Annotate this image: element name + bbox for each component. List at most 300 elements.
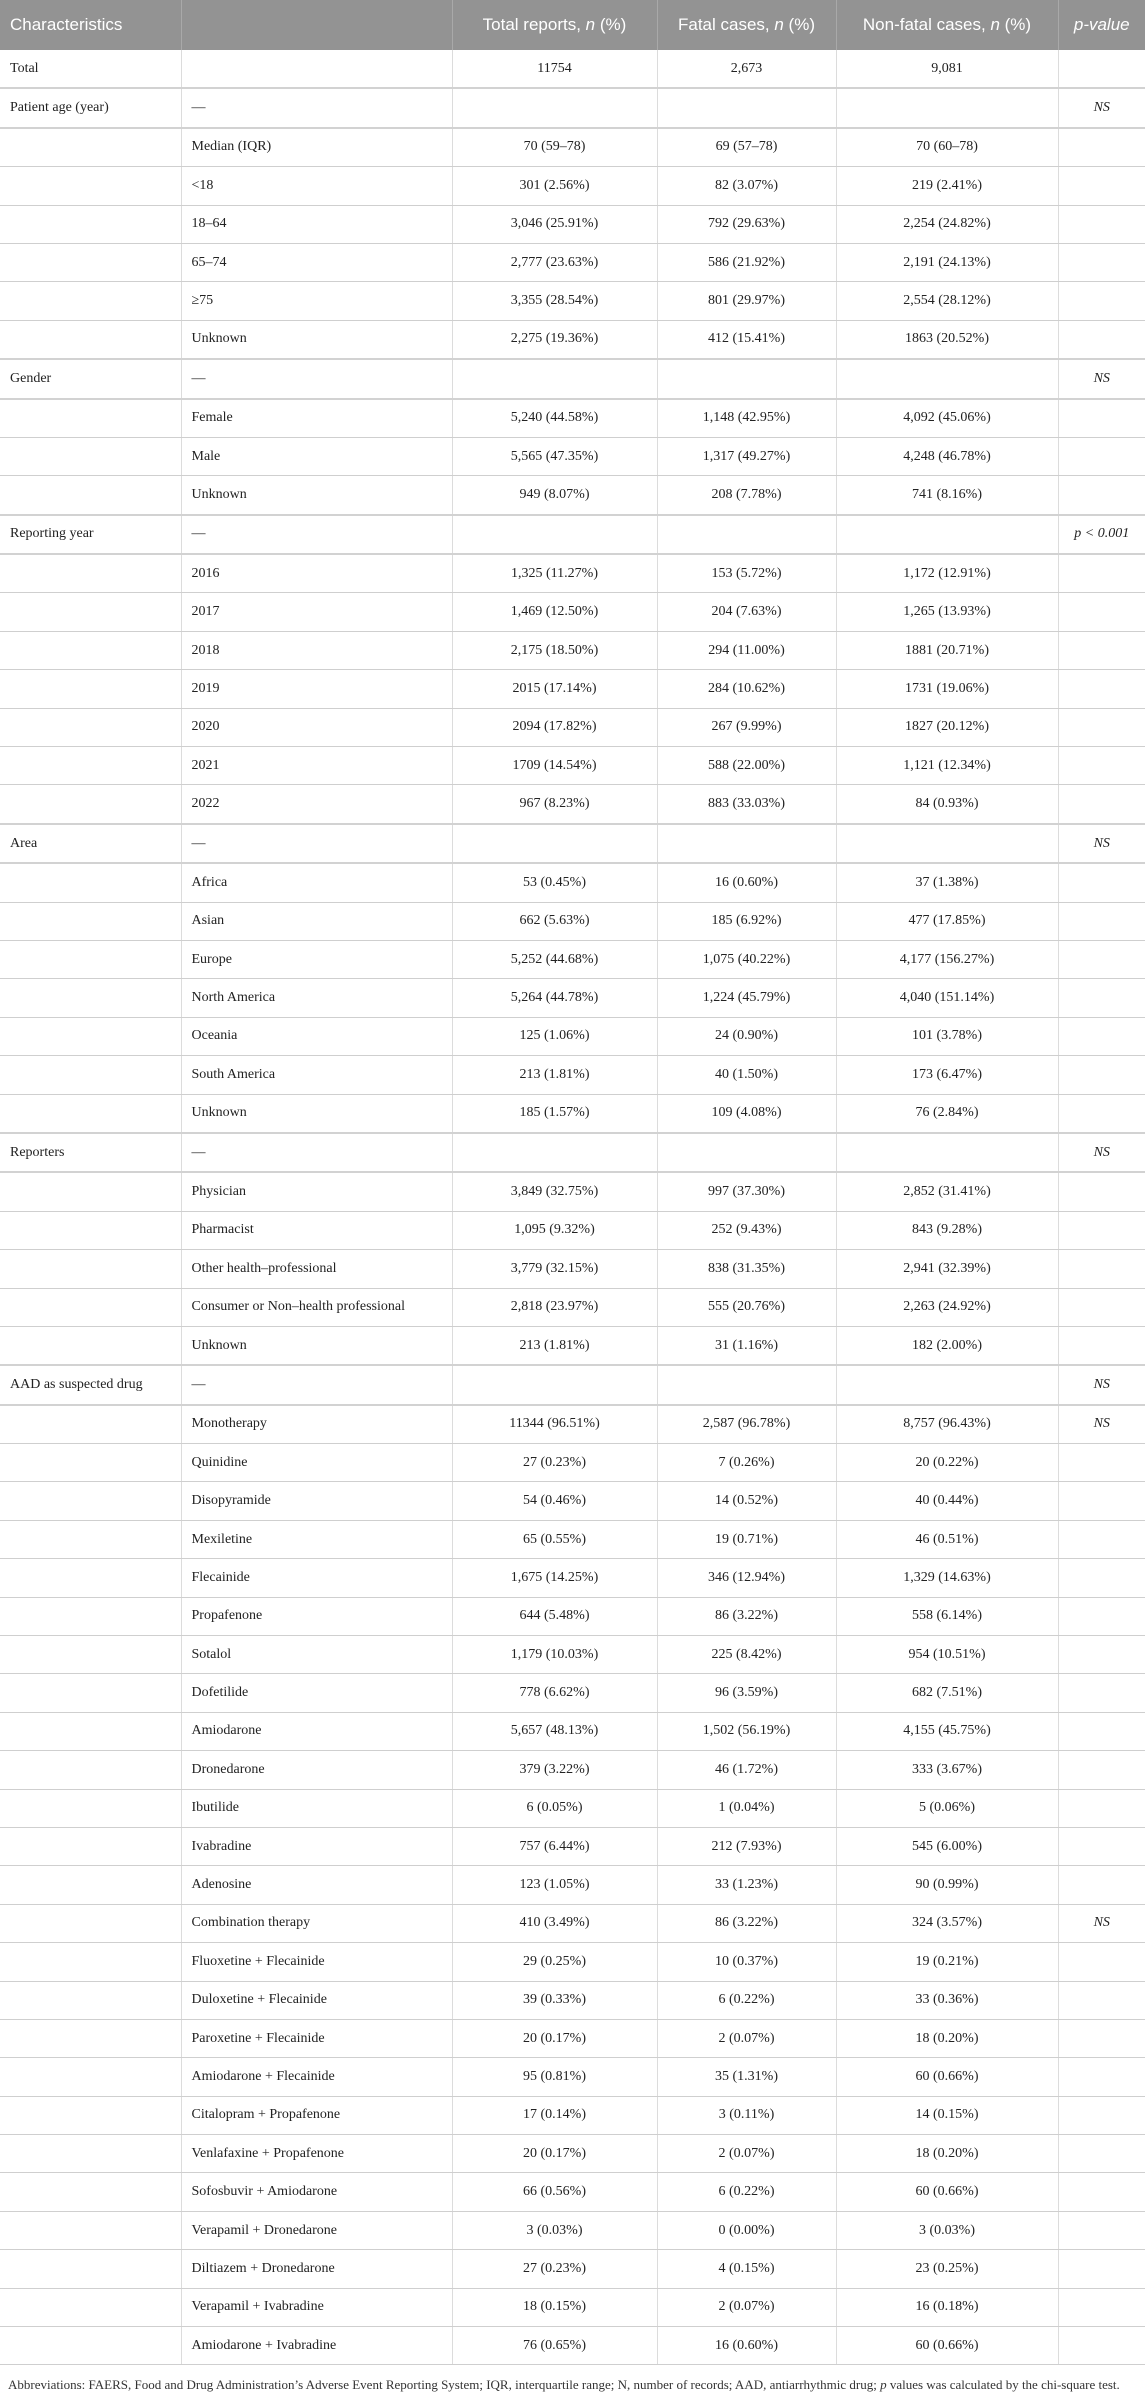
cell-subcategory: 2020 — [181, 708, 452, 746]
cell-subcategory: Ivabradine — [181, 1827, 452, 1865]
cell-characteristic — [0, 1326, 181, 1365]
cell-nonfatal-cases: 40 (0.44%) — [836, 1482, 1058, 1520]
cell-total-reports: 125 (1.06%) — [452, 1017, 657, 1055]
cell-fatal-cases: 6 (0.22%) — [657, 1981, 836, 2019]
cell-total-reports: 5,565 (47.35%) — [452, 437, 657, 475]
cell-total-reports: 29 (0.25%) — [452, 1943, 657, 1981]
cell-characteristic — [0, 1712, 181, 1750]
cell-p-value — [1058, 1288, 1145, 1326]
cell-nonfatal-cases: 70 (60–78) — [836, 128, 1058, 167]
cell-p-value — [1058, 1712, 1145, 1750]
cell-fatal-cases: 7 (0.26%) — [657, 1444, 836, 1482]
cell-p-value — [1058, 940, 1145, 978]
cell-total-reports: 213 (1.81%) — [452, 1326, 657, 1365]
cell-nonfatal-cases: 1881 (20.71%) — [836, 631, 1058, 669]
cell-subcategory: Amiodarone — [181, 1712, 452, 1750]
table-row — [0, 593, 1145, 631]
cell-fatal-cases: 1,224 (45.79%) — [657, 979, 836, 1017]
cell-fatal-cases: 35 (1.31%) — [657, 2058, 836, 2096]
cell-nonfatal-cases: 60 (0.66%) — [836, 2327, 1058, 2365]
cell-p-value: NS — [1058, 1365, 1145, 1404]
table-row — [0, 1636, 1145, 1674]
cell-p-value — [1058, 1597, 1145, 1635]
table-body — [0, 50, 1145, 2365]
cell-p-value — [1058, 2019, 1145, 2057]
cell-p-value — [1058, 863, 1145, 902]
cell-total-reports: 5,240 (44.58%) — [452, 399, 657, 438]
cell-nonfatal-cases: 1863 (20.52%) — [836, 320, 1058, 359]
cell-subcategory: South America — [181, 1056, 452, 1094]
cell-characteristic — [0, 1520, 181, 1558]
cell-nonfatal-cases: 4,040 (151.14%) — [836, 979, 1058, 1017]
cell-p-value — [1058, 1482, 1145, 1520]
table-row — [0, 128, 1145, 167]
table-row — [0, 1712, 1145, 1750]
cell-p-value — [1058, 2327, 1145, 2365]
cell-fatal-cases: 997 (37.30%) — [657, 1172, 836, 1211]
header-characteristics: Characteristics — [0, 0, 181, 50]
cell-fatal-cases: 86 (3.22%) — [657, 1597, 836, 1635]
cell-p-value — [1058, 2096, 1145, 2134]
cell-p-value — [1058, 243, 1145, 281]
cell-characteristic — [0, 2250, 181, 2288]
cell-p-value: NS — [1058, 1405, 1145, 1444]
cell-nonfatal-cases: 33 (0.36%) — [836, 1981, 1058, 2019]
cell-p-value — [1058, 2058, 1145, 2096]
cell-characteristic — [0, 1405, 181, 1444]
header-nonfatal-cases: Non-fatal cases, n (%) — [836, 0, 1058, 50]
footnote-text-after: values was calculated by the chi-square test. — [886, 2377, 1120, 2393]
table-row — [0, 1597, 1145, 1635]
table-row — [0, 243, 1145, 281]
cell-characteristic — [0, 2288, 181, 2326]
cell-p-value — [1058, 437, 1145, 475]
cell-p-value — [1058, 1172, 1145, 1211]
cell-nonfatal-cases: 16 (0.18%) — [836, 2288, 1058, 2326]
cell-total-reports: 967 (8.23%) — [452, 785, 657, 824]
table-row — [0, 1211, 1145, 1249]
cell-total-reports — [452, 1133, 657, 1172]
cell-subcategory: — — [181, 88, 452, 127]
cell-fatal-cases: 1,502 (56.19%) — [657, 1712, 836, 1750]
cell-total-reports — [452, 88, 657, 127]
table-row — [0, 88, 1145, 127]
cell-p-value — [1058, 476, 1145, 515]
table-row — [0, 2019, 1145, 2057]
cell-total-reports: 20 (0.17%) — [452, 2135, 657, 2173]
header-total-reports: Total reports, n (%) — [452, 0, 657, 50]
cell-nonfatal-cases: 741 (8.16%) — [836, 476, 1058, 515]
table-row — [0, 2288, 1145, 2326]
cell-characteristic — [0, 243, 181, 281]
cell-fatal-cases: 212 (7.93%) — [657, 1827, 836, 1865]
cell-subcategory: 2018 — [181, 631, 452, 669]
cell-nonfatal-cases: 18 (0.20%) — [836, 2135, 1058, 2173]
cell-subcategory: Sofosbuvir + Amiodarone — [181, 2173, 452, 2211]
cell-characteristic — [0, 1789, 181, 1827]
cell-characteristic — [0, 708, 181, 746]
cell-characteristic — [0, 1559, 181, 1597]
cell-nonfatal-cases: 23 (0.25%) — [836, 2250, 1058, 2288]
cell-subcategory: Quinidine — [181, 1444, 452, 1482]
cell-p-value — [1058, 1751, 1145, 1789]
cell-fatal-cases: 109 (4.08%) — [657, 1094, 836, 1133]
cell-fatal-cases: 2 (0.07%) — [657, 2019, 836, 2057]
cell-subcategory: Amiodarone + Flecainide — [181, 2058, 452, 2096]
cell-total-reports: 6 (0.05%) — [452, 1789, 657, 1827]
cell-fatal-cases: 252 (9.43%) — [657, 1211, 836, 1249]
cell-characteristic — [0, 1056, 181, 1094]
cell-characteristic — [0, 785, 181, 824]
cell-nonfatal-cases: 954 (10.51%) — [836, 1636, 1058, 1674]
cell-nonfatal-cases: 18 (0.20%) — [836, 2019, 1058, 2057]
table-row — [0, 205, 1145, 243]
cell-total-reports: 778 (6.62%) — [452, 1674, 657, 1712]
table-row — [0, 902, 1145, 940]
cell-subcategory: Dofetilide — [181, 1674, 452, 1712]
cell-fatal-cases: 792 (29.63%) — [657, 205, 836, 243]
cell-nonfatal-cases: 101 (3.78%) — [836, 1017, 1058, 1055]
cell-nonfatal-cases: 1,121 (12.34%) — [836, 747, 1058, 785]
cell-characteristic: Gender — [0, 359, 181, 398]
cell-total-reports: 53 (0.45%) — [452, 863, 657, 902]
cell-characteristic — [0, 1444, 181, 1482]
cell-fatal-cases: 14 (0.52%) — [657, 1482, 836, 1520]
cell-p-value: p < 0.001 — [1058, 515, 1145, 554]
cell-total-reports: 95 (0.81%) — [452, 2058, 657, 2096]
cell-subcategory: Unknown — [181, 1094, 452, 1133]
cell-p-value — [1058, 747, 1145, 785]
cell-total-reports: 949 (8.07%) — [452, 476, 657, 515]
cell-subcategory: Duloxetine + Flecainide — [181, 1981, 452, 2019]
table-footnote — [0, 2365, 1145, 2395]
table-row — [0, 50, 1145, 88]
cell-subcategory: 2022 — [181, 785, 452, 824]
cell-total-reports: 11754 — [452, 50, 657, 88]
cell-fatal-cases: 0 (0.00%) — [657, 2211, 836, 2249]
cell-total-reports: 76 (0.65%) — [452, 2327, 657, 2365]
cell-subcategory: Sotalol — [181, 1636, 452, 1674]
cell-total-reports: 3 (0.03%) — [452, 2211, 657, 2249]
cell-p-value — [1058, 708, 1145, 746]
cell-characteristic — [0, 1094, 181, 1133]
cell-nonfatal-cases: 2,254 (24.82%) — [836, 205, 1058, 243]
cell-total-reports: 123 (1.05%) — [452, 1866, 657, 1904]
cell-subcategory: Flecainide — [181, 1559, 452, 1597]
table-row — [0, 2327, 1145, 2365]
table-row — [0, 1981, 1145, 2019]
cell-subcategory: — — [181, 1133, 452, 1172]
cell-nonfatal-cases: 333 (3.67%) — [836, 1751, 1058, 1789]
cell-characteristic — [0, 1827, 181, 1865]
table-row — [0, 1904, 1145, 1942]
cell-subcategory: Adenosine — [181, 1866, 452, 1904]
cell-characteristic — [0, 1017, 181, 1055]
cell-nonfatal-cases: 2,191 (24.13%) — [836, 243, 1058, 281]
cell-characteristic — [0, 863, 181, 902]
cell-fatal-cases: 412 (15.41%) — [657, 320, 836, 359]
cell-fatal-cases: 24 (0.90%) — [657, 1017, 836, 1055]
cell-p-value — [1058, 2135, 1145, 2173]
cell-total-reports: 2,777 (23.63%) — [452, 243, 657, 281]
cell-nonfatal-cases: 4,177 (156.27%) — [836, 940, 1058, 978]
cell-p-value — [1058, 1789, 1145, 1827]
table-row — [0, 1172, 1145, 1211]
table-row — [0, 1866, 1145, 1904]
cell-p-value: NS — [1058, 359, 1145, 398]
cell-fatal-cases — [657, 88, 836, 127]
cell-total-reports: 3,849 (32.75%) — [452, 1172, 657, 1211]
cell-subcategory: Physician — [181, 1172, 452, 1211]
cell-characteristic — [0, 2096, 181, 2134]
cell-characteristic: Patient age (year) — [0, 88, 181, 127]
cell-nonfatal-cases: 324 (3.57%) — [836, 1904, 1058, 1942]
cell-subcategory: Paroxetine + Flecainide — [181, 2019, 452, 2057]
cell-nonfatal-cases — [836, 1365, 1058, 1404]
cell-total-reports: 213 (1.81%) — [452, 1056, 657, 1094]
cell-p-value — [1058, 1674, 1145, 1712]
cell-p-value — [1058, 1017, 1145, 1055]
cell-total-reports: 54 (0.46%) — [452, 1482, 657, 1520]
cell-characteristic — [0, 128, 181, 167]
cell-subcategory: Disopyramide — [181, 1482, 452, 1520]
cell-fatal-cases: 2,673 — [657, 50, 836, 88]
cell-p-value — [1058, 2288, 1145, 2326]
cell-nonfatal-cases: 682 (7.51%) — [836, 1674, 1058, 1712]
cell-characteristic — [0, 1597, 181, 1635]
table-row — [0, 282, 1145, 320]
cell-total-reports: 2,818 (23.97%) — [452, 1288, 657, 1326]
cell-characteristic: Total — [0, 50, 181, 88]
cell-characteristic: Area — [0, 824, 181, 863]
table-row — [0, 1056, 1145, 1094]
cell-total-reports: 2015 (17.14%) — [452, 670, 657, 708]
cell-characteristic — [0, 1482, 181, 1520]
cell-total-reports — [452, 824, 657, 863]
cell-p-value — [1058, 399, 1145, 438]
cell-total-reports: 1,325 (11.27%) — [452, 554, 657, 593]
cell-nonfatal-cases — [836, 824, 1058, 863]
cell-fatal-cases: 86 (3.22%) — [657, 1904, 836, 1942]
cell-nonfatal-cases: 2,263 (24.92%) — [836, 1288, 1058, 1326]
cell-subcategory: Mexiletine — [181, 1520, 452, 1558]
cell-total-reports: 70 (59–78) — [452, 128, 657, 167]
cell-subcategory: Unknown — [181, 320, 452, 359]
cell-nonfatal-cases — [836, 359, 1058, 398]
cell-total-reports: 27 (0.23%) — [452, 2250, 657, 2288]
cell-p-value — [1058, 593, 1145, 631]
cell-fatal-cases: 19 (0.71%) — [657, 1520, 836, 1558]
cell-total-reports: 662 (5.63%) — [452, 902, 657, 940]
cell-characteristic — [0, 1288, 181, 1326]
cell-total-reports: 1,675 (14.25%) — [452, 1559, 657, 1597]
cell-subcategory: North America — [181, 979, 452, 1017]
cell-subcategory: Other health–professional — [181, 1250, 452, 1288]
cell-total-reports: 3,355 (28.54%) — [452, 282, 657, 320]
cell-p-value — [1058, 1559, 1145, 1597]
cell-subcategory: Europe — [181, 940, 452, 978]
table-row — [0, 1250, 1145, 1288]
cell-p-value — [1058, 670, 1145, 708]
header-p-value: p-value — [1058, 0, 1145, 50]
cell-fatal-cases: 225 (8.42%) — [657, 1636, 836, 1674]
cell-subcategory: Venlafaxine + Propafenone — [181, 2135, 452, 2173]
footnote-italic-p: p — [880, 2377, 887, 2393]
cell-nonfatal-cases: 84 (0.93%) — [836, 785, 1058, 824]
cell-total-reports: 27 (0.23%) — [452, 1444, 657, 1482]
table-row — [0, 2250, 1145, 2288]
cell-subcategory: <18 — [181, 167, 452, 205]
cell-characteristic — [0, 2327, 181, 2365]
cell-p-value — [1058, 50, 1145, 88]
cell-nonfatal-cases: 843 (9.28%) — [836, 1211, 1058, 1249]
cell-total-reports: 1,469 (12.50%) — [452, 593, 657, 631]
cell-nonfatal-cases: 5 (0.06%) — [836, 1789, 1058, 1827]
cell-fatal-cases: 801 (29.97%) — [657, 282, 836, 320]
table-row — [0, 824, 1145, 863]
cell-subcategory: — — [181, 359, 452, 398]
cell-nonfatal-cases: 219 (2.41%) — [836, 167, 1058, 205]
cell-nonfatal-cases: 4,248 (46.78%) — [836, 437, 1058, 475]
cell-nonfatal-cases: 173 (6.47%) — [836, 1056, 1058, 1094]
cell-fatal-cases: 96 (3.59%) — [657, 1674, 836, 1712]
cell-subcategory: Median (IQR) — [181, 128, 452, 167]
cell-p-value — [1058, 1636, 1145, 1674]
cell-nonfatal-cases: 558 (6.14%) — [836, 1597, 1058, 1635]
cell-fatal-cases: 82 (3.07%) — [657, 167, 836, 205]
cell-subcategory: — — [181, 824, 452, 863]
cell-subcategory: Male — [181, 437, 452, 475]
cell-characteristic — [0, 1250, 181, 1288]
cell-total-reports: 2094 (17.82%) — [452, 708, 657, 746]
cell-nonfatal-cases: 2,941 (32.39%) — [836, 1250, 1058, 1288]
cell-characteristic — [0, 940, 181, 978]
cell-characteristic — [0, 2019, 181, 2057]
cell-total-reports — [452, 359, 657, 398]
table-row — [0, 2211, 1145, 2249]
cell-nonfatal-cases: 2,554 (28.12%) — [836, 282, 1058, 320]
cell-characteristic — [0, 747, 181, 785]
cell-nonfatal-cases: 4,092 (45.06%) — [836, 399, 1058, 438]
cell-nonfatal-cases: 37 (1.38%) — [836, 863, 1058, 902]
cell-nonfatal-cases: 14 (0.15%) — [836, 2096, 1058, 2134]
cell-subcategory: 65–74 — [181, 243, 452, 281]
cell-fatal-cases: 153 (5.72%) — [657, 554, 836, 593]
cell-p-value — [1058, 1056, 1145, 1094]
cell-fatal-cases: 2 (0.07%) — [657, 2288, 836, 2326]
cell-p-value — [1058, 282, 1145, 320]
cell-fatal-cases: 883 (33.03%) — [657, 785, 836, 824]
cell-subcategory: Propafenone — [181, 1597, 452, 1635]
cell-characteristic — [0, 2135, 181, 2173]
cell-total-reports: 185 (1.57%) — [452, 1094, 657, 1133]
cell-fatal-cases: 46 (1.72%) — [657, 1751, 836, 1789]
cell-fatal-cases: 31 (1.16%) — [657, 1326, 836, 1365]
cell-fatal-cases: 588 (22.00%) — [657, 747, 836, 785]
cell-subcategory: ≥75 — [181, 282, 452, 320]
cell-characteristic — [0, 593, 181, 631]
cell-subcategory: Verapamil + Ivabradine — [181, 2288, 452, 2326]
cell-subcategory: — — [181, 515, 452, 554]
cell-characteristic — [0, 437, 181, 475]
cell-p-value — [1058, 128, 1145, 167]
cell-p-value — [1058, 205, 1145, 243]
cell-subcategory: Monotherapy — [181, 1405, 452, 1444]
table-row — [0, 1674, 1145, 1712]
cell-subcategory: — — [181, 1365, 452, 1404]
cell-p-value — [1058, 320, 1145, 359]
cell-characteristic — [0, 476, 181, 515]
table-row — [0, 1365, 1145, 1404]
cell-characteristic — [0, 167, 181, 205]
table-row — [0, 747, 1145, 785]
cell-subcategory: Africa — [181, 863, 452, 902]
cell-characteristic — [0, 205, 181, 243]
cell-nonfatal-cases: 8,757 (96.43%) — [836, 1405, 1058, 1444]
table-row — [0, 1520, 1145, 1558]
cell-characteristic — [0, 1211, 181, 1249]
cell-subcategory: Citalopram + Propafenone — [181, 2096, 452, 2134]
cell-characteristic — [0, 1904, 181, 1942]
cell-characteristic — [0, 1981, 181, 2019]
cell-p-value — [1058, 979, 1145, 1017]
cell-p-value: NS — [1058, 88, 1145, 127]
table-row — [0, 1133, 1145, 1172]
cell-nonfatal-cases: 90 (0.99%) — [836, 1866, 1058, 1904]
cell-total-reports: 65 (0.55%) — [452, 1520, 657, 1558]
cell-p-value — [1058, 2211, 1145, 2249]
cell-p-value — [1058, 2250, 1145, 2288]
table-row — [0, 863, 1145, 902]
cell-nonfatal-cases — [836, 1133, 1058, 1172]
cell-total-reports: 757 (6.44%) — [452, 1827, 657, 1865]
cell-nonfatal-cases: 182 (2.00%) — [836, 1326, 1058, 1365]
cell-total-reports: 3,779 (32.15%) — [452, 1250, 657, 1288]
table-row — [0, 1017, 1145, 1055]
cell-characteristic — [0, 670, 181, 708]
cell-total-reports — [452, 1365, 657, 1404]
cell-fatal-cases: 1 (0.04%) — [657, 1789, 836, 1827]
table-row — [0, 167, 1145, 205]
cell-characteristic: Reporters — [0, 1133, 181, 1172]
cell-subcategory: Dronedarone — [181, 1751, 452, 1789]
cell-fatal-cases: 3 (0.11%) — [657, 2096, 836, 2134]
cell-p-value — [1058, 554, 1145, 593]
cell-nonfatal-cases: 1,265 (13.93%) — [836, 593, 1058, 631]
cell-characteristic — [0, 1636, 181, 1674]
table-row — [0, 1444, 1145, 1482]
cell-characteristic: Reporting year — [0, 515, 181, 554]
cell-nonfatal-cases: 60 (0.66%) — [836, 2058, 1058, 2096]
footnote-text-before: Abbreviations: FAERS, Food and Drug Administration’s Adverse Event Reporting System; IQR, interquartile range; N, number of records; AAD, antiarrhythmic drug; — [8, 2377, 881, 2393]
table-row — [0, 437, 1145, 475]
table-row — [0, 1288, 1145, 1326]
table-row — [0, 1559, 1145, 1597]
cell-subcategory: Combination therapy — [181, 1904, 452, 1942]
cell-total-reports: 18 (0.15%) — [452, 2288, 657, 2326]
cell-characteristic — [0, 631, 181, 669]
table-row — [0, 2096, 1145, 2134]
cell-fatal-cases — [657, 515, 836, 554]
cell-fatal-cases: 185 (6.92%) — [657, 902, 836, 940]
cell-characteristic — [0, 1751, 181, 1789]
table-row — [0, 940, 1145, 978]
cell-nonfatal-cases: 4,155 (45.75%) — [836, 1712, 1058, 1750]
cell-total-reports: 5,657 (48.13%) — [452, 1712, 657, 1750]
cell-fatal-cases: 10 (0.37%) — [657, 1943, 836, 1981]
cell-subcategory — [181, 50, 452, 88]
table-row — [0, 1405, 1145, 1444]
